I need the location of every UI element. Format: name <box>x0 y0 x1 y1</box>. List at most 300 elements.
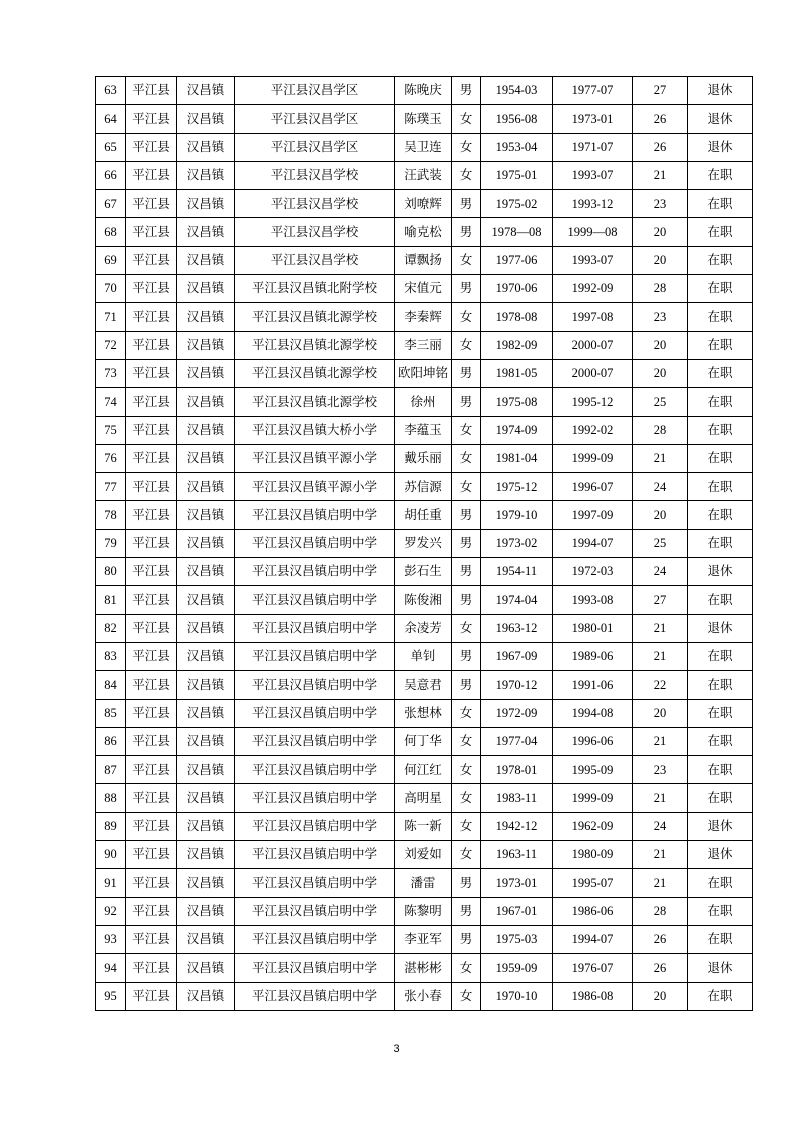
school-cell: 平江县汉昌镇启明中学 <box>235 784 395 812</box>
birth-date-cell: 1977-04 <box>481 727 553 755</box>
years-cell: 28 <box>633 275 688 303</box>
years-cell: 26 <box>633 133 688 161</box>
years-cell: 20 <box>633 699 688 727</box>
years-cell: 21 <box>633 642 688 670</box>
years-cell: 23 <box>633 190 688 218</box>
name-cell: 罗发兴 <box>395 529 452 557</box>
gender-cell: 女 <box>452 699 481 727</box>
gender-cell: 女 <box>452 727 481 755</box>
row-number: 67 <box>96 190 126 218</box>
gender-cell: 男 <box>452 586 481 614</box>
county-cell: 平江县 <box>126 444 177 472</box>
table-row <box>96 388 753 416</box>
school-cell: 平江县汉昌镇启明中学 <box>235 642 395 670</box>
table-row <box>96 784 753 812</box>
town-cell: 汉昌镇 <box>177 812 235 840</box>
work-start-cell: 1972-03 <box>553 558 633 586</box>
name-cell: 湛彬彬 <box>395 954 452 982</box>
work-start-cell: 1997-09 <box>553 501 633 529</box>
status-cell: 退休 <box>688 105 753 133</box>
gender-cell: 男 <box>452 359 481 387</box>
row-number: 83 <box>96 642 126 670</box>
work-start-cell: 1999—08 <box>553 218 633 246</box>
name-cell: 彭石生 <box>395 558 452 586</box>
status-cell: 退休 <box>688 77 753 105</box>
birth-date-cell: 1975-03 <box>481 925 553 953</box>
table-row <box>96 727 753 755</box>
town-cell: 汉昌镇 <box>177 925 235 953</box>
years-cell: 24 <box>633 473 688 501</box>
row-number: 65 <box>96 133 126 161</box>
school-cell: 平江县汉昌镇北源学校 <box>235 303 395 331</box>
county-cell: 平江县 <box>126 925 177 953</box>
gender-cell: 男 <box>452 218 481 246</box>
years-cell: 20 <box>633 501 688 529</box>
row-number: 95 <box>96 982 126 1010</box>
school-cell: 平江县汉昌镇平源小学 <box>235 444 395 472</box>
birth-date-cell: 1975-01 <box>481 161 553 189</box>
status-cell: 在职 <box>688 727 753 755</box>
gender-cell: 女 <box>452 784 481 812</box>
work-start-cell: 1992-02 <box>553 416 633 444</box>
status-cell: 在职 <box>688 897 753 925</box>
name-cell: 刘爱如 <box>395 841 452 869</box>
school-cell: 平江县汉昌镇启明中学 <box>235 982 395 1010</box>
work-start-cell: 1995-09 <box>553 756 633 784</box>
gender-cell: 女 <box>452 105 481 133</box>
row-number: 79 <box>96 529 126 557</box>
work-start-cell: 1986-08 <box>553 982 633 1010</box>
school-cell: 平江县汉昌学校 <box>235 161 395 189</box>
county-cell: 平江县 <box>126 105 177 133</box>
county-cell: 平江县 <box>126 218 177 246</box>
county-cell: 平江县 <box>126 359 177 387</box>
gender-cell: 女 <box>452 161 481 189</box>
status-cell: 在职 <box>688 359 753 387</box>
work-start-cell: 2000-07 <box>553 331 633 359</box>
school-cell: 平江县汉昌镇启明中学 <box>235 727 395 755</box>
years-cell: 26 <box>633 954 688 982</box>
name-cell: 潘雷 <box>395 869 452 897</box>
county-cell: 平江县 <box>126 727 177 755</box>
table-body <box>96 77 753 1011</box>
table-row <box>96 756 753 784</box>
table-row <box>96 501 753 529</box>
years-cell: 23 <box>633 303 688 331</box>
row-number: 75 <box>96 416 126 444</box>
school-cell: 平江县汉昌镇启明中学 <box>235 812 395 840</box>
gender-cell: 女 <box>452 246 481 274</box>
document-page <box>95 76 753 1011</box>
status-cell: 在职 <box>688 416 753 444</box>
work-start-cell: 1995-12 <box>553 388 633 416</box>
table-row <box>96 359 753 387</box>
row-number: 92 <box>96 897 126 925</box>
school-cell: 平江县汉昌镇启明中学 <box>235 756 395 784</box>
town-cell: 汉昌镇 <box>177 133 235 161</box>
birth-date-cell: 1981-04 <box>481 444 553 472</box>
birth-date-cell: 1975-12 <box>481 473 553 501</box>
town-cell: 汉昌镇 <box>177 727 235 755</box>
birth-date-cell: 1942-12 <box>481 812 553 840</box>
work-start-cell: 1996-07 <box>553 473 633 501</box>
school-cell: 平江县汉昌镇启明中学 <box>235 671 395 699</box>
table-row <box>96 77 753 105</box>
years-cell: 24 <box>633 812 688 840</box>
county-cell: 平江县 <box>126 529 177 557</box>
row-number: 71 <box>96 303 126 331</box>
table-row <box>96 473 753 501</box>
gender-cell: 男 <box>452 869 481 897</box>
gender-cell: 男 <box>452 275 481 303</box>
work-start-cell: 1976-07 <box>553 954 633 982</box>
work-start-cell: 1997-08 <box>553 303 633 331</box>
town-cell: 汉昌镇 <box>177 388 235 416</box>
name-cell: 胡任重 <box>395 501 452 529</box>
table-row <box>96 925 753 953</box>
school-cell: 平江县汉昌镇启明中学 <box>235 925 395 953</box>
status-cell: 退休 <box>688 614 753 642</box>
table-row <box>96 218 753 246</box>
gender-cell: 男 <box>452 190 481 218</box>
name-cell: 刘嘹辉 <box>395 190 452 218</box>
school-cell: 平江县汉昌镇启明中学 <box>235 954 395 982</box>
gender-cell: 男 <box>452 558 481 586</box>
row-number: 64 <box>96 105 126 133</box>
work-start-cell: 1993-08 <box>553 586 633 614</box>
row-number: 80 <box>96 558 126 586</box>
school-cell: 平江县汉昌镇北源学校 <box>235 388 395 416</box>
birth-date-cell: 1979-10 <box>481 501 553 529</box>
table-row <box>96 331 753 359</box>
status-cell: 在职 <box>688 756 753 784</box>
county-cell: 平江县 <box>126 614 177 642</box>
school-cell: 平江县汉昌镇启明中学 <box>235 699 395 727</box>
school-cell: 平江县汉昌镇平源小学 <box>235 473 395 501</box>
name-cell: 欧阳坤铭 <box>395 359 452 387</box>
birth-date-cell: 1975-08 <box>481 388 553 416</box>
name-cell: 吴卫连 <box>395 133 452 161</box>
table-row <box>96 812 753 840</box>
table-row <box>96 105 753 133</box>
school-cell: 平江县汉昌镇启明中学 <box>235 501 395 529</box>
county-cell: 平江县 <box>126 473 177 501</box>
name-cell: 宋值元 <box>395 275 452 303</box>
row-number: 70 <box>96 275 126 303</box>
row-number: 77 <box>96 473 126 501</box>
birth-date-cell: 1982-09 <box>481 331 553 359</box>
birth-date-cell: 1978—08 <box>481 218 553 246</box>
status-cell: 在职 <box>688 671 753 699</box>
birth-date-cell: 1970-10 <box>481 982 553 1010</box>
years-cell: 21 <box>633 727 688 755</box>
status-cell: 在职 <box>688 784 753 812</box>
county-cell: 平江县 <box>126 642 177 670</box>
work-start-cell: 1993-07 <box>553 246 633 274</box>
town-cell: 汉昌镇 <box>177 501 235 529</box>
town-cell: 汉昌镇 <box>177 699 235 727</box>
town-cell: 汉昌镇 <box>177 954 235 982</box>
county-cell: 平江县 <box>126 331 177 359</box>
work-start-cell: 1999-09 <box>553 784 633 812</box>
row-number: 88 <box>96 784 126 812</box>
table-row <box>96 954 753 982</box>
county-cell: 平江县 <box>126 897 177 925</box>
town-cell: 汉昌镇 <box>177 331 235 359</box>
county-cell: 平江县 <box>126 558 177 586</box>
work-start-cell: 1971-07 <box>553 133 633 161</box>
work-start-cell: 1993-07 <box>553 161 633 189</box>
table-row <box>96 303 753 331</box>
name-cell: 苏信源 <box>395 473 452 501</box>
years-cell: 27 <box>633 77 688 105</box>
school-cell: 平江县汉昌镇启明中学 <box>235 841 395 869</box>
school-cell: 平江县汉昌学校 <box>235 218 395 246</box>
years-cell: 21 <box>633 841 688 869</box>
gender-cell: 男 <box>452 529 481 557</box>
county-cell: 平江县 <box>126 388 177 416</box>
table-row <box>96 897 753 925</box>
row-number: 89 <box>96 812 126 840</box>
status-cell: 在职 <box>688 444 753 472</box>
table-row <box>96 558 753 586</box>
birth-date-cell: 1973-02 <box>481 529 553 557</box>
row-number: 66 <box>96 161 126 189</box>
school-cell: 平江县汉昌镇启明中学 <box>235 529 395 557</box>
table-row <box>96 416 753 444</box>
row-number: 90 <box>96 841 126 869</box>
name-cell: 陈璞玉 <box>395 105 452 133</box>
birth-date-cell: 1956-08 <box>481 105 553 133</box>
birth-date-cell: 1978-01 <box>481 756 553 784</box>
town-cell: 汉昌镇 <box>177 359 235 387</box>
work-start-cell: 1992-09 <box>553 275 633 303</box>
status-cell: 在职 <box>688 388 753 416</box>
school-cell: 平江县汉昌镇北源学校 <box>235 331 395 359</box>
town-cell: 汉昌镇 <box>177 473 235 501</box>
town-cell: 汉昌镇 <box>177 642 235 670</box>
town-cell: 汉昌镇 <box>177 77 235 105</box>
work-start-cell: 1986-06 <box>553 897 633 925</box>
years-cell: 20 <box>633 331 688 359</box>
school-cell: 平江县汉昌学区 <box>235 133 395 161</box>
name-cell: 戴乐丽 <box>395 444 452 472</box>
status-cell: 在职 <box>688 586 753 614</box>
row-number: 85 <box>96 699 126 727</box>
row-number: 78 <box>96 501 126 529</box>
row-number: 93 <box>96 925 126 953</box>
birth-date-cell: 1974-09 <box>481 416 553 444</box>
school-cell: 平江县汉昌学区 <box>235 77 395 105</box>
status-cell: 在职 <box>688 529 753 557</box>
work-start-cell: 1980-09 <box>553 841 633 869</box>
status-cell: 在职 <box>688 246 753 274</box>
county-cell: 平江县 <box>126 246 177 274</box>
county-cell: 平江县 <box>126 841 177 869</box>
work-start-cell: 1996-06 <box>553 727 633 755</box>
years-cell: 21 <box>633 869 688 897</box>
gender-cell: 女 <box>452 473 481 501</box>
table-row <box>96 982 753 1010</box>
town-cell: 汉昌镇 <box>177 218 235 246</box>
row-number: 81 <box>96 586 126 614</box>
years-cell: 21 <box>633 444 688 472</box>
county-cell: 平江县 <box>126 954 177 982</box>
years-cell: 26 <box>633 105 688 133</box>
town-cell: 汉昌镇 <box>177 614 235 642</box>
county-cell: 平江县 <box>126 671 177 699</box>
birth-date-cell: 1978-08 <box>481 303 553 331</box>
table-row <box>96 161 753 189</box>
status-cell: 在职 <box>688 190 753 218</box>
birth-date-cell: 1972-09 <box>481 699 553 727</box>
row-number: 94 <box>96 954 126 982</box>
school-cell: 平江县汉昌镇北源学校 <box>235 359 395 387</box>
name-cell: 单钊 <box>395 642 452 670</box>
status-cell: 在职 <box>688 218 753 246</box>
name-cell: 陈一新 <box>395 812 452 840</box>
row-number: 73 <box>96 359 126 387</box>
birth-date-cell: 1974-04 <box>481 586 553 614</box>
name-cell: 李蕴玉 <box>395 416 452 444</box>
town-cell: 汉昌镇 <box>177 558 235 586</box>
years-cell: 23 <box>633 756 688 784</box>
name-cell: 谭飘扬 <box>395 246 452 274</box>
county-cell: 平江县 <box>126 133 177 161</box>
town-cell: 汉昌镇 <box>177 105 235 133</box>
gender-cell: 女 <box>452 954 481 982</box>
status-cell: 退休 <box>688 812 753 840</box>
work-start-cell: 1991-06 <box>553 671 633 699</box>
name-cell: 李三丽 <box>395 331 452 359</box>
town-cell: 汉昌镇 <box>177 784 235 812</box>
county-cell: 平江县 <box>126 784 177 812</box>
town-cell: 汉昌镇 <box>177 897 235 925</box>
status-cell: 在职 <box>688 473 753 501</box>
birth-date-cell: 1954-11 <box>481 558 553 586</box>
town-cell: 汉昌镇 <box>177 982 235 1010</box>
county-cell: 平江县 <box>126 812 177 840</box>
status-cell: 在职 <box>688 331 753 359</box>
name-cell: 陈俊湘 <box>395 586 452 614</box>
work-start-cell: 1995-07 <box>553 869 633 897</box>
town-cell: 汉昌镇 <box>177 869 235 897</box>
name-cell: 汪武装 <box>395 161 452 189</box>
school-cell: 平江县汉昌学校 <box>235 246 395 274</box>
county-cell: 平江县 <box>126 756 177 784</box>
birth-date-cell: 1959-09 <box>481 954 553 982</box>
work-start-cell: 1962-09 <box>553 812 633 840</box>
birth-date-cell: 1973-01 <box>481 869 553 897</box>
school-cell: 平江县汉昌学校 <box>235 190 395 218</box>
row-number: 76 <box>96 444 126 472</box>
gender-cell: 男 <box>452 925 481 953</box>
gender-cell: 男 <box>452 897 481 925</box>
county-cell: 平江县 <box>126 161 177 189</box>
row-number: 68 <box>96 218 126 246</box>
table-row <box>96 529 753 557</box>
county-cell: 平江县 <box>126 586 177 614</box>
gender-cell: 女 <box>452 444 481 472</box>
county-cell: 平江县 <box>126 869 177 897</box>
years-cell: 20 <box>633 246 688 274</box>
county-cell: 平江县 <box>126 416 177 444</box>
status-cell: 在职 <box>688 642 753 670</box>
work-start-cell: 2000-07 <box>553 359 633 387</box>
row-number: 82 <box>96 614 126 642</box>
county-cell: 平江县 <box>126 190 177 218</box>
gender-cell: 女 <box>452 841 481 869</box>
name-cell: 何江红 <box>395 756 452 784</box>
school-cell: 平江县汉昌镇大桥小学 <box>235 416 395 444</box>
row-number: 87 <box>96 756 126 784</box>
status-cell: 退休 <box>688 954 753 982</box>
town-cell: 汉昌镇 <box>177 190 235 218</box>
status-cell: 退休 <box>688 841 753 869</box>
row-number: 91 <box>96 869 126 897</box>
birth-date-cell: 1967-09 <box>481 642 553 670</box>
gender-cell: 女 <box>452 812 481 840</box>
town-cell: 汉昌镇 <box>177 586 235 614</box>
town-cell: 汉昌镇 <box>177 756 235 784</box>
gender-cell: 男 <box>452 501 481 529</box>
birth-date-cell: 1981-05 <box>481 359 553 387</box>
school-cell: 平江县汉昌镇启明中学 <box>235 869 395 897</box>
town-cell: 汉昌镇 <box>177 444 235 472</box>
years-cell: 21 <box>633 614 688 642</box>
town-cell: 汉昌镇 <box>177 416 235 444</box>
work-start-cell: 1993-12 <box>553 190 633 218</box>
school-cell: 平江县汉昌镇北附学校 <box>235 275 395 303</box>
gender-cell: 男 <box>452 671 481 699</box>
table-row <box>96 275 753 303</box>
table-row <box>96 133 753 161</box>
birth-date-cell: 1953-04 <box>481 133 553 161</box>
birth-date-cell: 1970-06 <box>481 275 553 303</box>
name-cell: 吴意君 <box>395 671 452 699</box>
years-cell: 24 <box>633 558 688 586</box>
town-cell: 汉昌镇 <box>177 529 235 557</box>
years-cell: 22 <box>633 671 688 699</box>
name-cell: 李秦辉 <box>395 303 452 331</box>
name-cell: 余凌芳 <box>395 614 452 642</box>
status-cell: 在职 <box>688 699 753 727</box>
years-cell: 21 <box>633 161 688 189</box>
row-number: 63 <box>96 77 126 105</box>
years-cell: 28 <box>633 416 688 444</box>
table-row <box>96 614 753 642</box>
school-cell: 平江县汉昌镇启明中学 <box>235 614 395 642</box>
gender-cell: 女 <box>452 982 481 1010</box>
teacher-table <box>95 76 753 1011</box>
name-cell: 陈晚庆 <box>395 77 452 105</box>
row-number: 86 <box>96 727 126 755</box>
birth-date-cell: 1977-06 <box>481 246 553 274</box>
birth-date-cell: 1983-11 <box>481 784 553 812</box>
county-cell: 平江县 <box>126 275 177 303</box>
gender-cell: 女 <box>452 416 481 444</box>
status-cell: 在职 <box>688 303 753 331</box>
status-cell: 在职 <box>688 982 753 1010</box>
birth-date-cell: 1954-03 <box>481 77 553 105</box>
years-cell: 25 <box>633 388 688 416</box>
town-cell: 汉昌镇 <box>177 161 235 189</box>
gender-cell: 女 <box>452 303 481 331</box>
town-cell: 汉昌镇 <box>177 303 235 331</box>
school-cell: 平江县汉昌镇启明中学 <box>235 558 395 586</box>
birth-date-cell: 1963-11 <box>481 841 553 869</box>
gender-cell: 女 <box>452 756 481 784</box>
